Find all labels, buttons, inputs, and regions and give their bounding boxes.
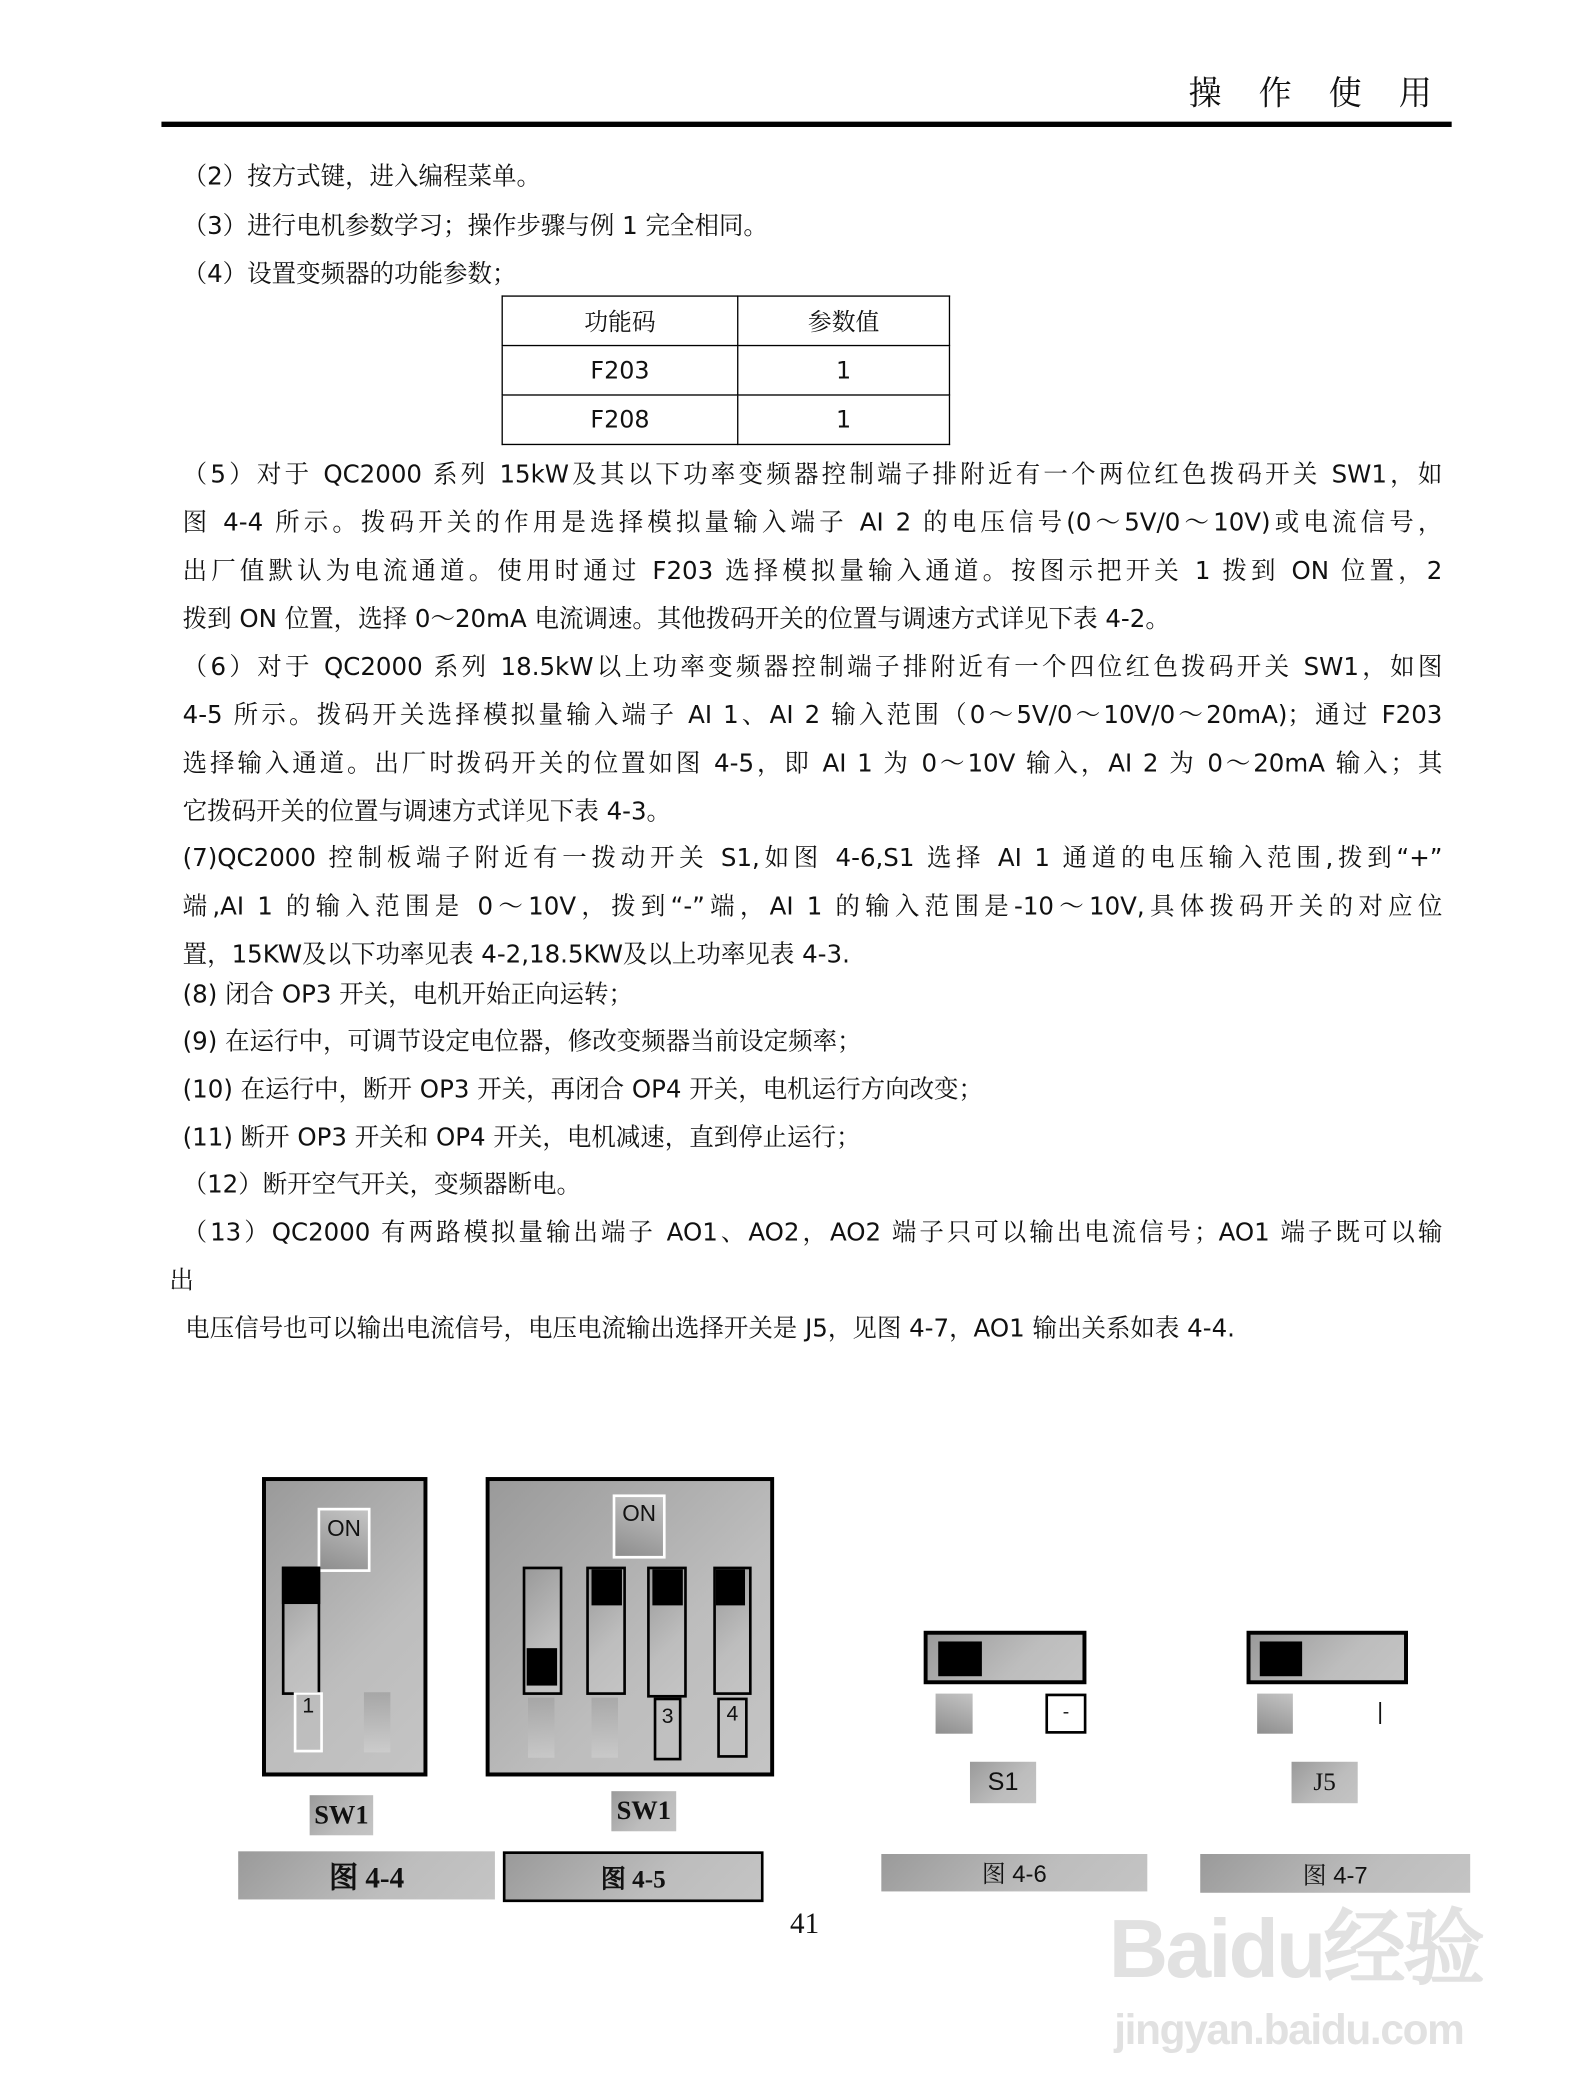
on-label: ON (613, 1494, 666, 1558)
switch-name: SW1 (611, 1791, 676, 1831)
figure-caption: 图 4-5 (503, 1851, 764, 1902)
page-number: 41 (790, 1906, 820, 1940)
body-line: 端,AI 1 的输入范围是 0～10V，拨到“-”端，AI 1 的输入范围是-10～10V,具体拨码开关的对应位 (182, 892, 1443, 921)
toggle-knob (938, 1641, 982, 1676)
body-line: （5）对于 QC2000 系列 15kW及其以下功率变频器控制端子排附近有一个两位红色拨码开关 SW1，如 (182, 461, 1443, 490)
switch-name: J5 (1292, 1762, 1358, 1803)
switch-knob-3 (652, 1569, 682, 1605)
plus-terminal-marker (936, 1694, 973, 1734)
body-line: 图 4-4 所示。拨码开关的作用是选择模拟量输入端子 AI 2 的电压信号(0～5V/0～10V)或电流信号， (182, 509, 1443, 538)
switch-knob-4 (716, 1569, 745, 1605)
toggle-knob (1260, 1641, 1302, 1676)
body-line: (8) 闭合 OP3 开关，电机开始正向运转； (182, 981, 633, 1010)
table-row (502, 395, 949, 444)
header-rule (161, 122, 1451, 127)
table-cell: F203 (502, 346, 738, 395)
table-cell: 1 (738, 346, 950, 395)
body-line: 出厂值默认为电流通道。使用时通过 F203 选择模拟量输入通道。按图示把开关 1 拨到 ON 位置，2 (182, 557, 1443, 586)
switch-slot-2 (364, 1692, 390, 1752)
switch-knob-2 (592, 1569, 622, 1605)
table-cell: F208 (502, 395, 738, 444)
table-cell: 1 (738, 395, 950, 444)
step-line: （4）设置变频器的功能参数； (182, 260, 517, 289)
body-line: 4-5 所示。拨码开关选择模拟量输入端子 AI 1、AI 2 输入范围（0～5V/0～10V/0～20mA)；通过 F203 (182, 701, 1443, 730)
body-line: （12）断开空气开关，变频器断电。 (182, 1170, 581, 1200)
header-cell: 功能码 (502, 296, 738, 345)
switch-name: S1 (970, 1762, 1036, 1803)
body-line: （13）QC2000 有两路模拟量输出端子 AO1、AO2，AO2 端子只可以输出电流信号；AO1 端子既可以输 (182, 1219, 1443, 1248)
switch-knob (282, 1567, 320, 1604)
section-header-title: 操 作 使 用 (1188, 73, 1446, 113)
body-line: （6）对于 QC2000 系列 18.5kW以上功率变频器控制端子排附近有一个四位红色拨码开关 SW1，如图 (182, 653, 1443, 682)
switch-knob-1 (527, 1648, 557, 1685)
switch-slot-foot-1 (528, 1698, 554, 1758)
figure-caption: 图 4-6 (881, 1854, 1147, 1891)
body-line: 电压信号也可以输出电流信号，电压电流输出选择开关是 J5，见图 4-7，AO1 输出关系如表 4-4. (185, 1315, 1235, 1344)
table-header-row (502, 296, 949, 345)
switch-number-4: 4 (717, 1698, 747, 1758)
terminal-marker (1257, 1694, 1293, 1734)
body-line: 置，15KW及以下功率见表 4-2,18.5KW及以上功率见表 4-3. (182, 941, 850, 970)
figure-caption: 图 4-4 (238, 1851, 495, 1899)
terminal-mark: | (1377, 1698, 1384, 1725)
body-line: 选择输入通道。出厂时拨码开关的位置如图 4-5，即 AI 1 为 0～10V 输入，AI 2 为 0～20mA 输入；其 (182, 749, 1443, 778)
body-line: (11) 断开 OP3 开关和 OP4 开关，电机减速，直到停止运行； (182, 1124, 861, 1153)
switch-number: 1 (294, 1692, 323, 1752)
minus-terminal-label: - (1045, 1694, 1086, 1734)
watermark-logo: Baidu经验 (1108, 1903, 1483, 1996)
body-line: (7)QC2000 控制板端子附近有一拨动开关 S1,如图 4-6,S1 选择 AI 1 通道的电压输入范围,拨到“+” (182, 844, 1443, 873)
body-line: 拨到 ON 位置，选择 0～20mA 电流调速。其他拨码开关的位置与调速方式详见下表 4-2。 (182, 605, 1170, 634)
switch-number-3: 3 (654, 1698, 682, 1761)
step-line: （3）进行电机参数学习；操作步骤与例 1 完全相同。 (182, 212, 768, 241)
on-label: ON (318, 1508, 371, 1572)
parameter-table (502, 295, 951, 445)
figure-caption: 图 4-7 (1200, 1854, 1470, 1893)
switch-name: SW1 (310, 1795, 374, 1835)
watermark-url: jingyan.baidu.com (1114, 2005, 1464, 2054)
body-line: 出 (169, 1267, 194, 1296)
step-line: （2）按方式键，进入编程菜单。 (182, 163, 541, 192)
body-line: (9) 在运行中，可调节设定电位器，修改变频器当前设定频率； (182, 1027, 862, 1056)
body-line: 它拨码开关的位置与调速方式详见下表 4-3。 (182, 798, 672, 827)
table-row (502, 346, 949, 395)
header-cell: 参数值 (738, 296, 950, 345)
body-line: (10) 在运行中，断开 OP3 开关，再闭合 OP4 开关，电机运行方向改变； (182, 1076, 984, 1105)
switch-slot-foot-2 (592, 1698, 618, 1758)
